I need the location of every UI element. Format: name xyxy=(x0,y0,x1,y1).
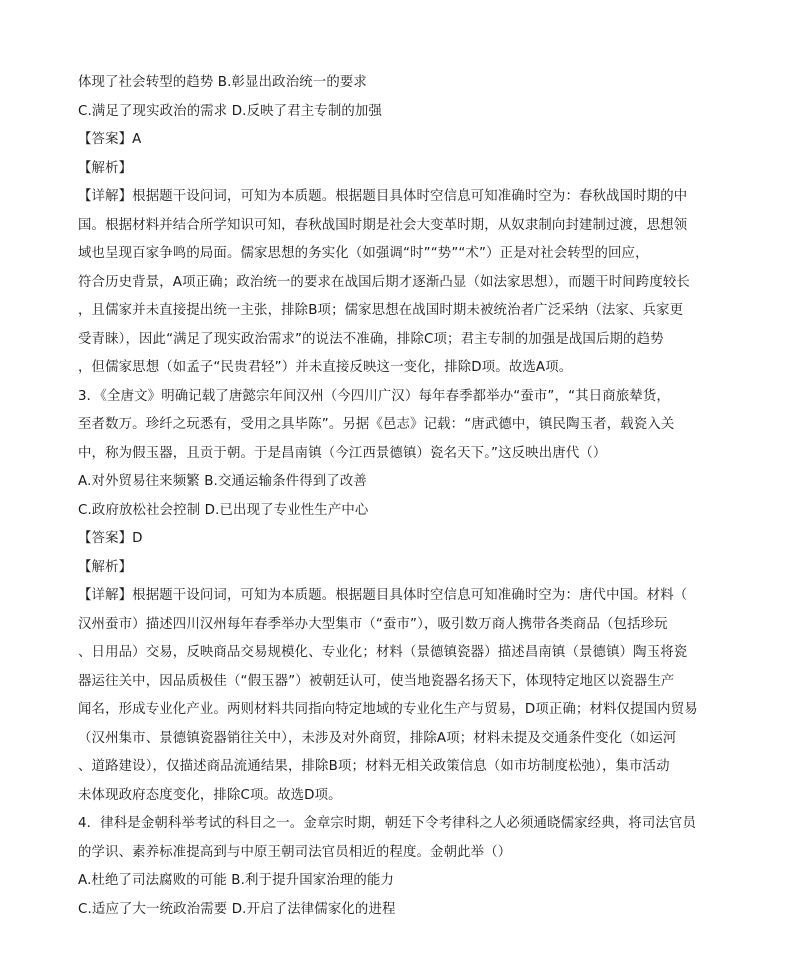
explanation-line: 闻名，形成专业化产业。两则材料共同指向特定地域的专业化生产与贸易，D项正确；材料仅提国内贸易 xyxy=(78,702,698,717)
explanation-line: 受青睐），因此“满足了现实政治需求”的说法不准确，排除C项；君主专制的加强是战国后期的趋势 xyxy=(78,332,664,347)
question-3-stem: 3．《全唐文》明确记载了唐懿宗年间汉州（今四川广汉）每年春季都举办“蚕市”，“其日商旅辇货， xyxy=(78,389,670,404)
question-4-options-a-b: A.杜绝了司法腐败的可能 B.利于提升国家治理的能力 xyxy=(78,873,394,888)
question-4-stem: 4．律科是金朝科举考试的科目之一。金章宗时期，朝廷下令考律科之人必须通晓儒家经典，将司法官员 xyxy=(78,816,696,831)
explanation-line: 未体现政府态度变化，排除C项。故选D项。 xyxy=(78,788,342,803)
answer-label: 【答案】D xyxy=(78,531,143,546)
question-4-stem: 的学识、素养标准提高到与中原王朝司法官员相近的程度。金朝此举（） xyxy=(78,845,512,860)
explanation-line: 器运往关中，因品质极佳（“假玉器”）被朝廷认可，使当地瓷器名扬天下，体现特定地区以瓷器生产 xyxy=(78,674,675,689)
explanation-line: ，但儒家思想（如孟子“民贵君轻”）并未直接反映这一变化，排除D项。故选A项。 xyxy=(78,360,573,375)
explanation-line: （汉州集市、景德镇瓷器销往关中），未涉及对外商贸，排除A项；材料未提及交通条件变化（如运河 xyxy=(78,731,677,746)
explanation-line: 【详解】根据题干设问词，可知为本质题。根据题目具体时空信息可知准确时空为：春秋战国时期的中 xyxy=(78,189,688,204)
option-line-c-d-prev: C.满足了现实政治的需求 D.反映了君主专制的加强 xyxy=(78,104,382,119)
explanation-line: 符合历史背景，A项正确；政治统一的要求在战国后期才逐渐凸显（如法家思想），而题干时间跨度较长 xyxy=(78,275,690,290)
analysis-label: 【解析】 xyxy=(78,560,133,575)
question-3-options-c-d: C.政府放松社会控制 D.已出现了专业性生产中心 xyxy=(78,503,369,518)
analysis-label: 【解析】 xyxy=(78,161,133,176)
question-4-options-c-d: C.适应了大一统政治需要 D.开启了法律儒家化的进程 xyxy=(78,902,396,917)
explanation-line: 【详解】根据题干设问词，可知为本质题。根据题目具体时空信息可知准确时空为：唐代中国。材料（ xyxy=(78,588,688,603)
question-3-stem: 至者数万。珍纤之玩悉有，受用之具毕陈”。另据《邑志》记载：“唐武德中，镇民陶玉者，载瓷入关 xyxy=(78,417,675,432)
explanation-line: 域也呈现百家争鸣的局面。儒家思想的务实化（如强调“时”“势”“术”）正是对社会转型的回应， xyxy=(78,246,649,261)
explanation-line: 、日用品）交易，反映商品交易规模化、专业化；材料（景德镇瓷器）描述昌南镇（景德镇）陶玉将瓷 xyxy=(78,645,688,660)
option-line-a-b-prev: 体现了社会转型的趋势 B.彰显出政治统一的要求 xyxy=(78,75,367,90)
question-3-stem: 中，称为假玉器，且贡于朝。于是昌南镇（今江西景德镇）瓷名天下。”这反映出唐代（） xyxy=(78,446,607,461)
explanation-line: 、道路建设），仅描述商品流通结果，排除B项；材料无相关政策信息（如市坊制度松弛），集市活动 xyxy=(78,759,670,774)
answer-label: 【答案】A xyxy=(78,132,142,147)
question-3-options-a-b: A.对外贸易往来频繁 B.交通运输条件得到了改善 xyxy=(78,474,367,489)
explanation-line: ，且儒家并未直接提出统一主张，排除B项；儒家思想在战国时期未被统治者广泛采纳（法家、兵家更 xyxy=(78,303,684,318)
explanation-line: 国。根据材料并结合所学知识可知，春秋战国时期是社会大变革时期，从奴隶制向封建制过渡，思想领 xyxy=(78,218,688,233)
explanation-line: 汉州蚕市）描述四川汉州每年春季举办大型集市（“蚕市”），吸引数万商人携带各类商品（包括珍玩 xyxy=(78,617,668,632)
